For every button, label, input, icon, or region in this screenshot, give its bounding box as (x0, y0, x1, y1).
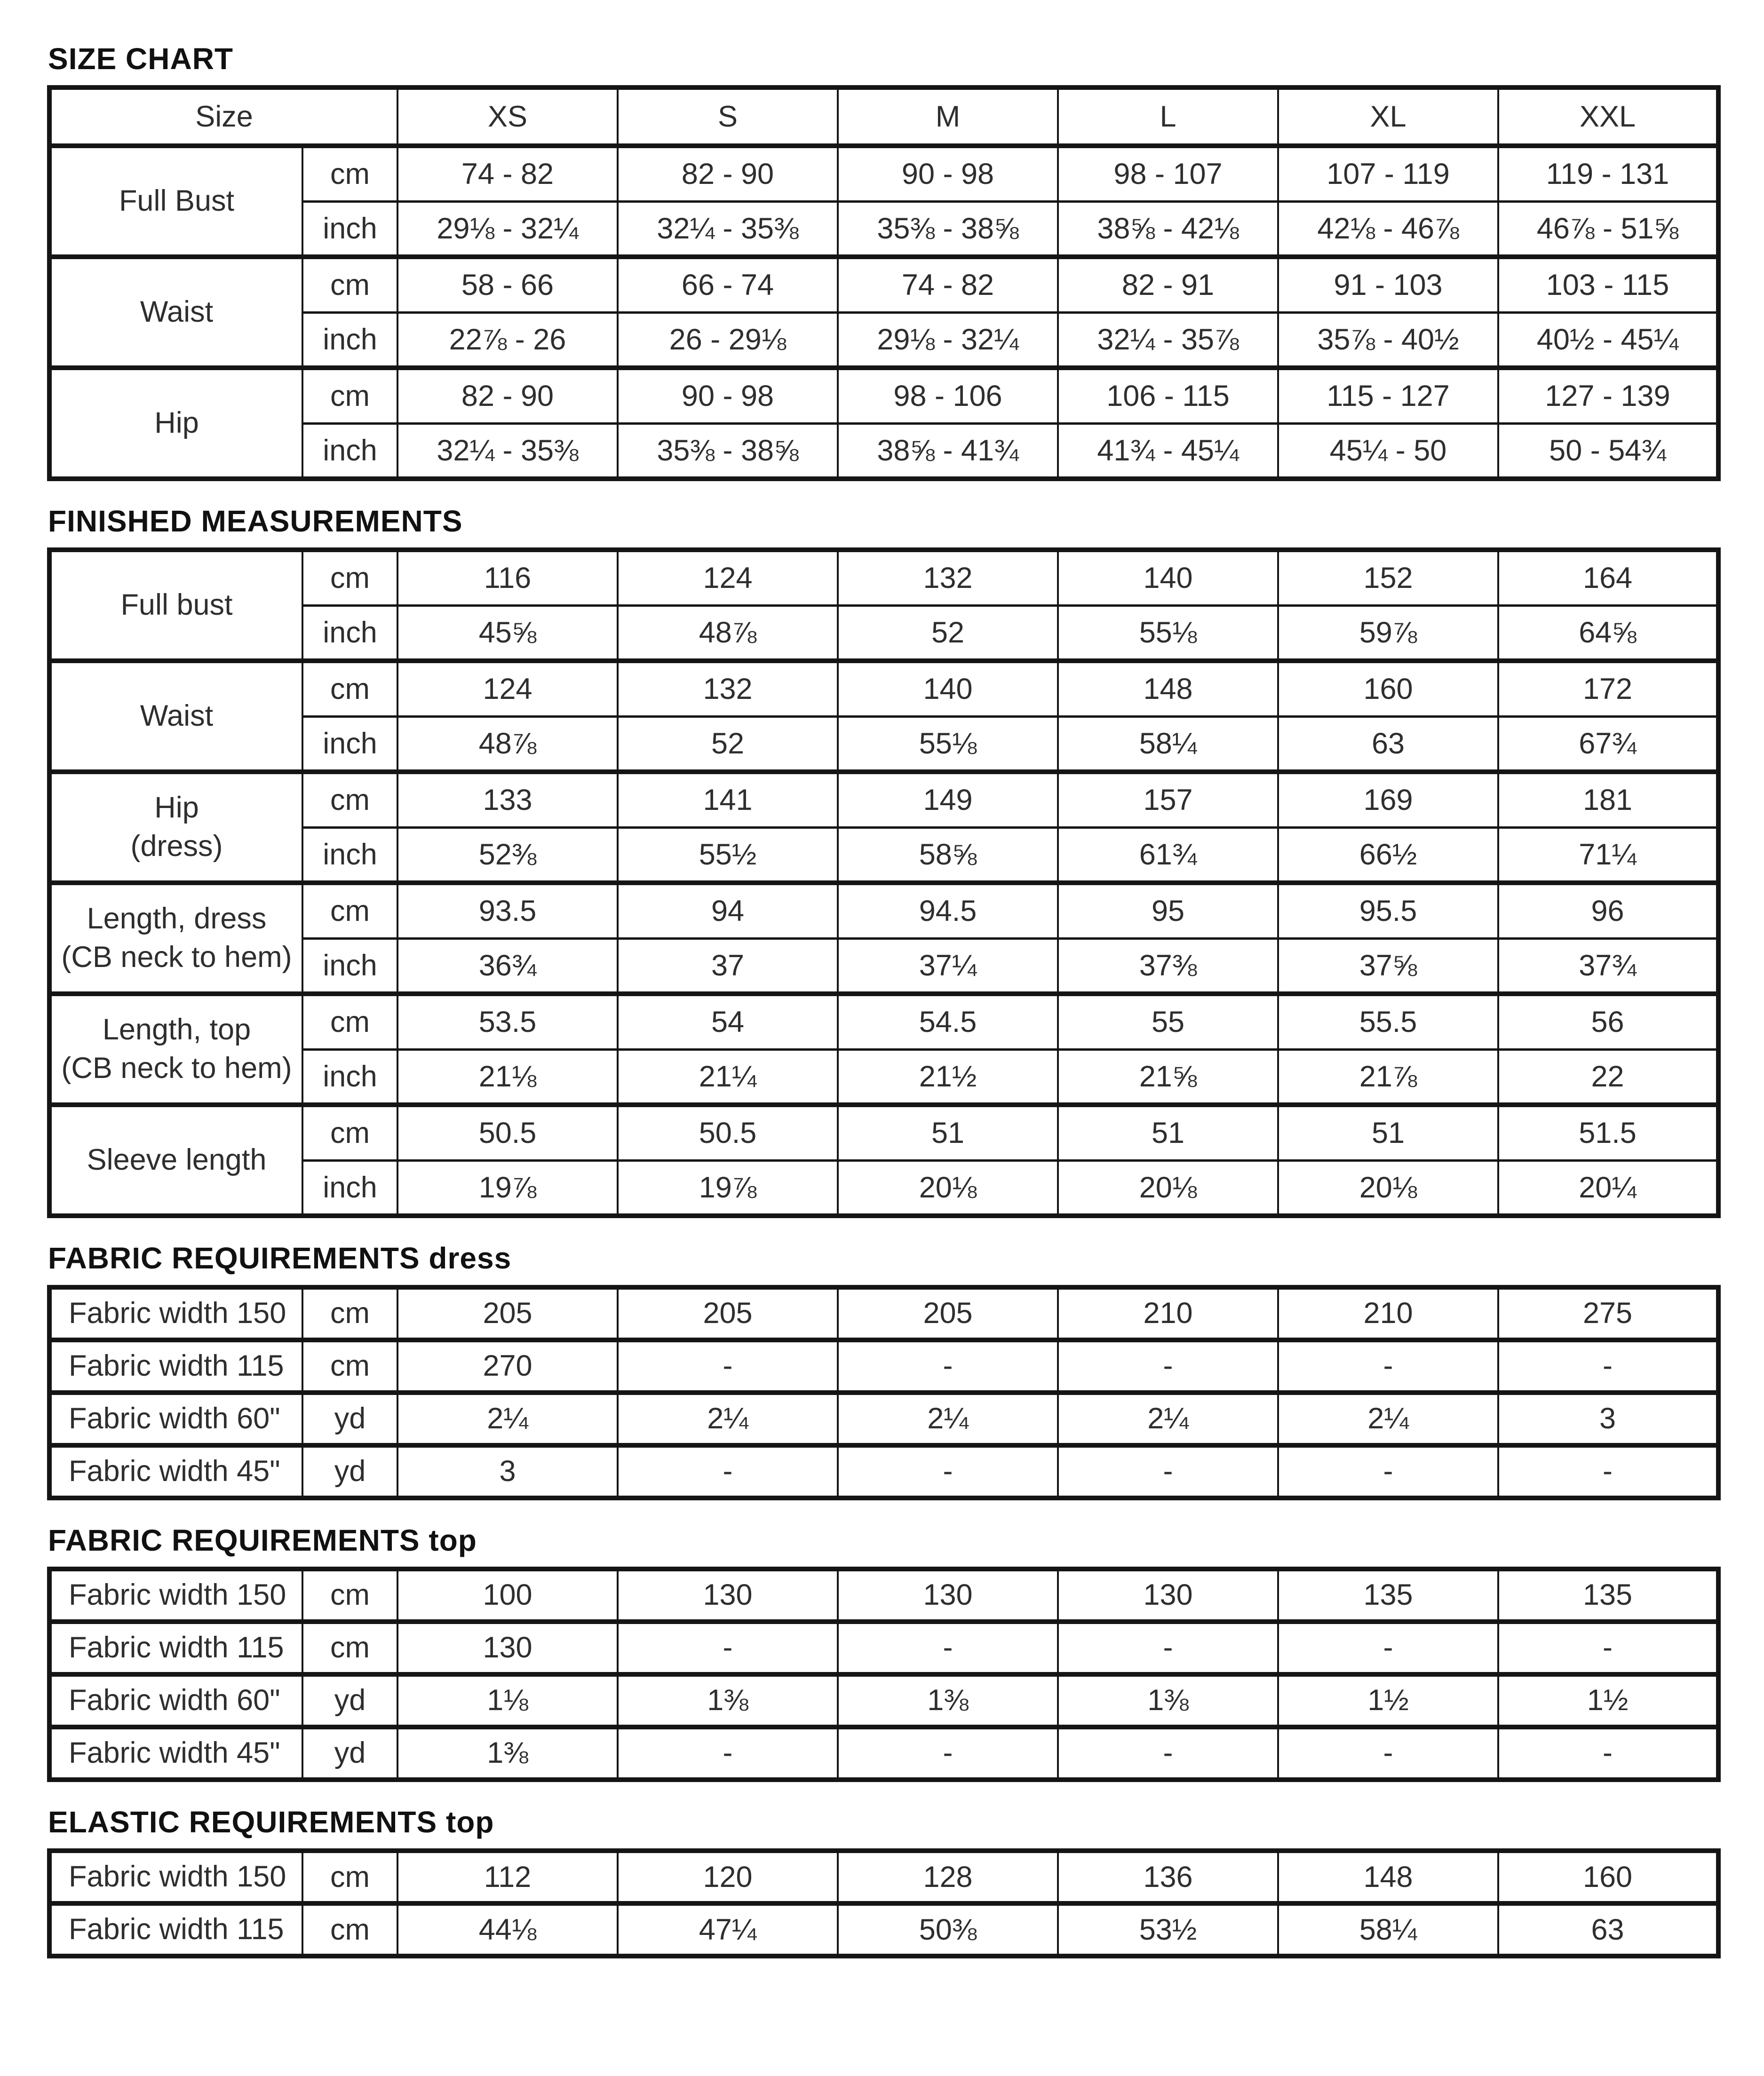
measurement-value: 148 (1058, 661, 1278, 716)
measurement-value: 47¼ (618, 1903, 838, 1956)
measurement-value: 127 - 139 (1498, 368, 1718, 423)
row-group-label: Length, dress (CB neck to hem) (49, 883, 302, 994)
section-finished-measurements (47, 506, 1717, 1218)
section-size-chart (47, 43, 1717, 481)
unit-label: cm (302, 550, 397, 605)
unit-label: inch (302, 312, 397, 368)
measurement-value: - (1498, 1622, 1718, 1674)
measurement-value: 58¼ (1278, 1903, 1498, 1956)
measurement-value: 52 (618, 716, 838, 772)
measurement-value: 2¼ (1278, 1393, 1498, 1445)
measurement-value: 2¼ (1058, 1393, 1278, 1445)
measurement-value: - (618, 1622, 838, 1674)
unit-label: cm (302, 1569, 397, 1622)
size-column-header: L (1058, 87, 1278, 146)
row-label: Fabric width 60" (49, 1674, 302, 1727)
measurement-value: 54 (618, 994, 838, 1049)
unit-label: cm (302, 994, 397, 1049)
measurement-value: 48⅞ (618, 605, 838, 661)
measurement-value: 172 (1498, 661, 1718, 716)
measurement-value: 20⅛ (838, 1160, 1058, 1216)
measurement-value: - (1058, 1727, 1278, 1780)
measurement-value: - (618, 1340, 838, 1393)
measurement-value: 1½ (1498, 1674, 1718, 1727)
row-group-label: Hip (dress) (49, 772, 302, 883)
measurement-value: 82 - 91 (1058, 257, 1278, 312)
measurement-value: 48⅞ (397, 716, 618, 772)
measurement-value: 51 (838, 1105, 1058, 1160)
measurement-value: 38⅝ - 42⅛ (1058, 201, 1278, 257)
measurement-value: 37⅝ (1278, 938, 1498, 994)
size-chart-title: SIZE CHART (48, 42, 233, 76)
row-group-label: Hip (49, 368, 302, 479)
unit-label: cm (302, 146, 397, 201)
measurement-value: 107 - 119 (1278, 146, 1498, 201)
measurement-value: 45⅝ (397, 605, 618, 661)
row-label: Fabric width 150 (49, 1851, 302, 1903)
measurement-value: 133 (397, 772, 618, 827)
measurement-value: 128 (838, 1851, 1058, 1903)
fabric-requirements-dress-title: FABRIC REQUIREMENTS dress (48, 1241, 512, 1276)
elastic-requirements-top-table (47, 1848, 1721, 1958)
fabric-requirements-top-table (47, 1567, 1721, 1782)
measurement-value: 21⅛ (397, 1049, 618, 1105)
measurement-value: - (838, 1727, 1058, 1780)
measurement-value: 32¼ - 35⅜ (397, 423, 618, 479)
fabric-requirements-dress-table (47, 1285, 1721, 1500)
measurement-value: 205 (618, 1287, 838, 1340)
measurement-value: 1⅜ (1058, 1674, 1278, 1727)
size-column-header: XL (1278, 87, 1498, 146)
measurement-value: 2¼ (397, 1393, 618, 1445)
measurement-value: 103 - 115 (1498, 257, 1718, 312)
size-chart-table (47, 85, 1721, 481)
measurement-value: 152 (1278, 550, 1498, 605)
measurement-value: 19⅞ (397, 1160, 618, 1216)
unit-label: inch (302, 1160, 397, 1216)
row-group-label: Waist (49, 661, 302, 772)
measurement-value: 41¾ - 45¼ (1058, 423, 1278, 479)
unit-label: cm (302, 1105, 397, 1160)
measurement-value: 58⅝ (838, 827, 1058, 883)
unit-label: cm (302, 661, 397, 716)
finished-measurements-table (47, 547, 1721, 1218)
measurement-value: 2¼ (838, 1393, 1058, 1445)
row-label: Fabric width 45" (49, 1445, 302, 1498)
measurement-value: 59⅞ (1278, 605, 1498, 661)
measurement-value: 135 (1498, 1569, 1718, 1622)
measurement-value: 71¼ (1498, 827, 1718, 883)
measurement-value: 55½ (618, 827, 838, 883)
measurement-value: 95 (1058, 883, 1278, 938)
measurement-value: 35⅜ - 38⅝ (618, 423, 838, 479)
row-label: Fabric width 115 (49, 1340, 302, 1393)
measurement-value: - (1498, 1340, 1718, 1393)
row-label: Fabric width 115 (49, 1622, 302, 1674)
measurement-value: - (1278, 1727, 1498, 1780)
measurement-value: 1⅜ (838, 1674, 1058, 1727)
unit-label: cm (302, 1903, 397, 1956)
unit-label: inch (302, 605, 397, 661)
measurement-value: 160 (1278, 661, 1498, 716)
measurement-value: 37¼ (838, 938, 1058, 994)
measurement-value: 96 (1498, 883, 1718, 938)
measurement-value: 82 - 90 (618, 146, 838, 201)
measurement-value: 21⅞ (1278, 1049, 1498, 1105)
measurement-value: 106 - 115 (1058, 368, 1278, 423)
row-group-label: Sleeve length (49, 1105, 302, 1216)
measurement-value: 21¼ (618, 1049, 838, 1105)
measurement-value: 1⅜ (397, 1727, 618, 1780)
measurement-value: 130 (838, 1569, 1058, 1622)
measurement-value: 98 - 106 (838, 368, 1058, 423)
unit-label: inch (302, 423, 397, 479)
measurement-value: 149 (838, 772, 1058, 827)
measurement-value: 20⅛ (1278, 1160, 1498, 1216)
row-group-label: Length, top (CB neck to hem) (49, 994, 302, 1105)
measurement-value: 55⅛ (1058, 605, 1278, 661)
measurement-value: 130 (397, 1622, 618, 1674)
measurement-value: 148 (1278, 1851, 1498, 1903)
measurement-value: - (838, 1622, 1058, 1674)
unit-label: inch (302, 827, 397, 883)
unit-label: yd (302, 1674, 397, 1727)
unit-label: inch (302, 1049, 397, 1105)
measurement-value: 54.5 (838, 994, 1058, 1049)
measurement-value: 37 (618, 938, 838, 994)
measurement-value: 42⅛ - 46⅞ (1278, 201, 1498, 257)
measurement-value: 120 (618, 1851, 838, 1903)
measurement-value: 205 (397, 1287, 618, 1340)
measurement-value: 22 (1498, 1049, 1718, 1105)
measurement-value: 270 (397, 1340, 618, 1393)
measurement-value: 1½ (1278, 1674, 1498, 1727)
section-fabric-requirements-dress (47, 1243, 1717, 1500)
row-group-label: Waist (49, 257, 302, 368)
unit-label: cm (302, 368, 397, 423)
measurement-value: 52 (838, 605, 1058, 661)
row-group-label: Full Bust (49, 146, 302, 257)
measurement-value: 32¼ - 35⅜ (618, 201, 838, 257)
measurement-value: 36¾ (397, 938, 618, 994)
size-column-header: XS (397, 87, 618, 146)
measurement-value: 95.5 (1278, 883, 1498, 938)
measurement-value: 26 - 29⅛ (618, 312, 838, 368)
measurement-value: 61¾ (1058, 827, 1278, 883)
measurement-value: 141 (618, 772, 838, 827)
finished-measurements-title: FINISHED MEASUREMENTS (48, 504, 463, 539)
measurement-value: 140 (1058, 550, 1278, 605)
unit-label: cm (302, 1851, 397, 1903)
row-label: Fabric width 150 (49, 1287, 302, 1340)
measurement-value: 64⅝ (1498, 605, 1718, 661)
measurement-value: 20¼ (1498, 1160, 1718, 1216)
measurement-value: 21½ (838, 1049, 1058, 1105)
measurement-value: 50.5 (618, 1105, 838, 1160)
measurement-value: 55 (1058, 994, 1278, 1049)
measurement-value: 160 (1498, 1851, 1718, 1903)
measurement-value: 169 (1278, 772, 1498, 827)
measurement-value: 37⅜ (1058, 938, 1278, 994)
measurement-value: - (1278, 1445, 1498, 1498)
measurement-value: - (618, 1727, 838, 1780)
measurement-value: 35⅜ - 38⅝ (838, 201, 1058, 257)
measurement-value: 50.5 (397, 1105, 618, 1160)
measurement-value: 56 (1498, 994, 1718, 1049)
row-label: Fabric width 115 (49, 1903, 302, 1956)
measurement-value: 58 - 66 (397, 257, 618, 312)
measurement-value: 22⅞ - 26 (397, 312, 618, 368)
measurement-value: - (838, 1340, 1058, 1393)
unit-label: yd (302, 1445, 397, 1498)
unit-label: cm (302, 257, 397, 312)
measurement-value: 93.5 (397, 883, 618, 938)
measurement-value: 66½ (1278, 827, 1498, 883)
section-elastic-requirements-top (47, 1807, 1717, 1958)
measurement-value: 29⅛ - 32¼ (397, 201, 618, 257)
measurement-value: 94.5 (838, 883, 1058, 938)
unit-label: inch (302, 201, 397, 257)
measurement-value: 58¼ (1058, 716, 1278, 772)
unit-label: yd (302, 1727, 397, 1780)
unit-label: cm (302, 1622, 397, 1674)
measurement-value: 164 (1498, 550, 1718, 605)
measurement-value: 55⅛ (838, 716, 1058, 772)
measurement-value: 100 (397, 1569, 618, 1622)
measurement-value: 20⅛ (1058, 1160, 1278, 1216)
measurement-value: 3 (397, 1445, 618, 1498)
unit-label: cm (302, 772, 397, 827)
measurement-value: 45¼ - 50 (1278, 423, 1498, 479)
measurement-value: 50⅜ (838, 1903, 1058, 1956)
measurement-value: 74 - 82 (397, 146, 618, 201)
measurement-value: 53.5 (397, 994, 618, 1049)
measurement-value: 157 (1058, 772, 1278, 827)
row-label: Fabric width 60" (49, 1393, 302, 1445)
size-column-header: M (838, 87, 1058, 146)
measurement-value: 44⅛ (397, 1903, 618, 1956)
measurement-value: 132 (618, 661, 838, 716)
measurement-value: 37¾ (1498, 938, 1718, 994)
unit-label: cm (302, 1340, 397, 1393)
measurement-value: 205 (838, 1287, 1058, 1340)
measurement-value: - (1278, 1340, 1498, 1393)
measurement-value: 112 (397, 1851, 618, 1903)
unit-label: cm (302, 1287, 397, 1340)
measurement-value: 3 (1498, 1393, 1718, 1445)
measurement-value: 130 (618, 1569, 838, 1622)
measurement-value: 124 (397, 661, 618, 716)
measurement-value: 275 (1498, 1287, 1718, 1340)
measurement-value: 19⅞ (618, 1160, 838, 1216)
measurement-value: 53½ (1058, 1903, 1278, 1956)
measurement-value: 210 (1058, 1287, 1278, 1340)
measurement-value: 29⅛ - 32¼ (838, 312, 1058, 368)
measurement-value: 55.5 (1278, 994, 1498, 1049)
measurement-value: 50 - 54¾ (1498, 423, 1718, 479)
measurement-value: - (838, 1445, 1058, 1498)
measurement-value: - (1058, 1340, 1278, 1393)
measurement-value: 135 (1278, 1569, 1498, 1622)
measurement-value: 136 (1058, 1851, 1278, 1903)
measurement-value: 1⅛ (397, 1674, 618, 1727)
measurement-value: - (1278, 1622, 1498, 1674)
measurement-value: - (1498, 1445, 1718, 1498)
measurement-value: 140 (838, 661, 1058, 716)
row-label: Fabric width 150 (49, 1569, 302, 1622)
unit-label: yd (302, 1393, 397, 1445)
unit-label: cm (302, 883, 397, 938)
row-group-label: Full bust (49, 550, 302, 661)
measurement-value: - (1058, 1622, 1278, 1674)
section-fabric-requirements-top (47, 1525, 1717, 1782)
measurement-value: 51 (1058, 1105, 1278, 1160)
measurement-value: 35⅞ - 40½ (1278, 312, 1498, 368)
measurement-value: - (1058, 1445, 1278, 1498)
size-column-header: XXL (1498, 87, 1718, 146)
measurement-value: 130 (1058, 1569, 1278, 1622)
corner-header: Size (49, 87, 397, 146)
measurement-value: - (618, 1445, 838, 1498)
measurement-value: - (1498, 1727, 1718, 1780)
measurement-value: 63 (1498, 1903, 1718, 1956)
measurement-value: 67¾ (1498, 716, 1718, 772)
row-label: Fabric width 45" (49, 1727, 302, 1780)
unit-label: inch (302, 716, 397, 772)
measurement-value: 90 - 98 (838, 146, 1058, 201)
measurement-value: 210 (1278, 1287, 1498, 1340)
measurement-value: 82 - 90 (397, 368, 618, 423)
measurement-value: 40½ - 45¼ (1498, 312, 1718, 368)
measurement-value: 181 (1498, 772, 1718, 827)
fabric-requirements-top-title: FABRIC REQUIREMENTS top (48, 1523, 477, 1557)
measurement-value: 51.5 (1498, 1105, 1718, 1160)
measurement-value: 21⅝ (1058, 1049, 1278, 1105)
measurement-value: 66 - 74 (618, 257, 838, 312)
unit-label: inch (302, 938, 397, 994)
measurement-value: 1⅜ (618, 1674, 838, 1727)
measurement-value: 124 (618, 550, 838, 605)
measurement-value: 91 - 103 (1278, 257, 1498, 312)
measurement-value: 63 (1278, 716, 1498, 772)
elastic-requirements-top-title: ELASTIC REQUIREMENTS top (48, 1805, 494, 1839)
measurement-value: 51 (1278, 1105, 1498, 1160)
measurement-value: 2¼ (618, 1393, 838, 1445)
measurement-value: 116 (397, 550, 618, 605)
measurement-value: 74 - 82 (838, 257, 1058, 312)
measurement-value: 32¼ - 35⅞ (1058, 312, 1278, 368)
measurement-value: 115 - 127 (1278, 368, 1498, 423)
measurement-value: 52⅜ (397, 827, 618, 883)
measurement-value: 119 - 131 (1498, 146, 1718, 201)
measurement-value: 94 (618, 883, 838, 938)
measurement-value: 90 - 98 (618, 368, 838, 423)
measurement-value: 98 - 107 (1058, 146, 1278, 201)
size-column-header: S (618, 87, 838, 146)
measurement-value: 132 (838, 550, 1058, 605)
measurement-value: 38⅝ - 41¾ (838, 423, 1058, 479)
measurement-value: 46⅞ - 51⅝ (1498, 201, 1718, 257)
